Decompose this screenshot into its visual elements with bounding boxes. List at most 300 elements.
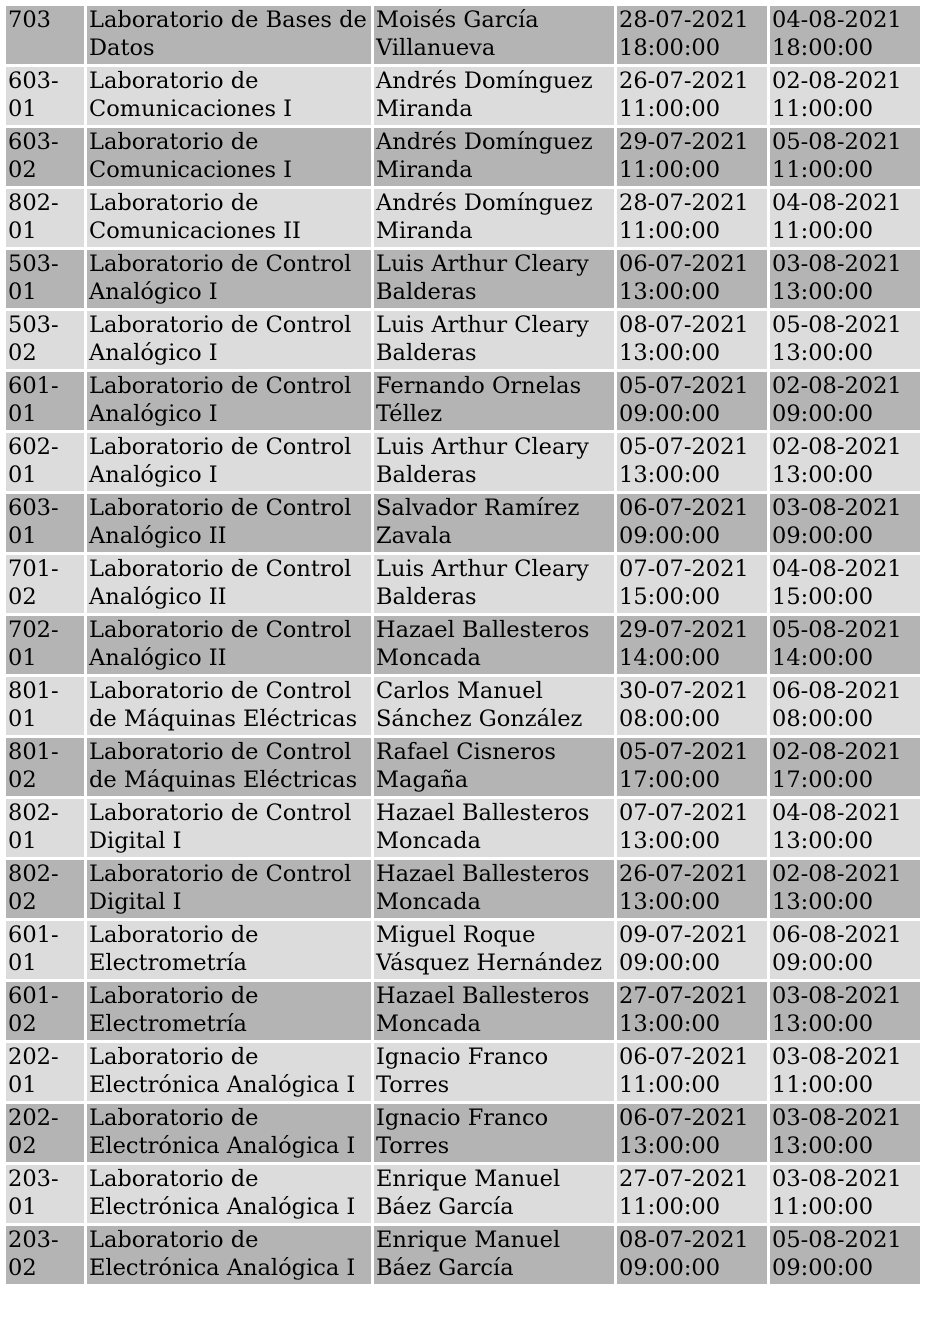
- group-cell-line: 01: [8, 96, 37, 122]
- start-date-cell-line: 26-07-2021: [619, 68, 749, 94]
- end-date-cell-line: 06-08-2021: [772, 678, 902, 704]
- course-cell-line: Analógico II: [89, 523, 227, 549]
- end-date-cell-line: 11:00:00: [772, 218, 874, 244]
- teacher-cell-line: Luis Arthur Cleary: [376, 434, 589, 460]
- end-date-cell-line: 13:00:00: [772, 1133, 874, 1159]
- teacher-cell: [374, 189, 614, 247]
- start-date-cell-line: 07-07-2021: [619, 556, 749, 582]
- teacher-cell-line: Vásquez Hernández: [376, 950, 603, 976]
- start-date-cell-line: 13:00:00: [619, 1011, 721, 1037]
- end-date-cell: [770, 1043, 920, 1101]
- end-date-cell-line: 05-08-2021: [772, 312, 902, 338]
- start-date-cell-line: 07-07-2021: [619, 800, 749, 826]
- group-cell-line: 02: [8, 340, 37, 366]
- end-date-cell: [770, 128, 920, 186]
- table-row: [6, 921, 920, 979]
- group-cell-line: 01: [8, 828, 37, 854]
- course-cell-line: Comunicaciones I: [89, 96, 293, 122]
- teacher-cell-line: Balderas: [376, 584, 477, 610]
- group-cell: [6, 433, 84, 491]
- group-cell-line: 601-: [8, 373, 59, 399]
- course-cell-line: Laboratorio de: [89, 1044, 259, 1070]
- teacher-cell-line: Moncada: [376, 645, 481, 671]
- course-cell-line: Analógico I: [89, 401, 218, 427]
- end-date-cell-line: 14:00:00: [772, 645, 874, 671]
- end-date-cell: [770, 1165, 920, 1223]
- table-row: [6, 1043, 920, 1101]
- teacher-cell-line: Magaña: [376, 767, 469, 793]
- start-date-cell-line: 13:00:00: [619, 340, 721, 366]
- teacher-cell-line: Torres: [376, 1072, 450, 1098]
- group-cell-line: 602-: [8, 434, 59, 460]
- course-cell-line: Analógico I: [89, 462, 218, 488]
- teacher-cell-line: Zavala: [376, 523, 452, 549]
- group-cell: [6, 921, 84, 979]
- teacher-cell-line: Báez García: [376, 1194, 514, 1220]
- end-date-cell-line: 13:00:00: [772, 462, 874, 488]
- start-date-cell-line: 11:00:00: [619, 96, 721, 122]
- group-cell: [6, 1043, 84, 1101]
- teacher-cell-line: Luis Arthur Cleary: [376, 312, 589, 338]
- group-cell-line: 01: [8, 1072, 37, 1098]
- table-row: [6, 311, 920, 369]
- group-cell-line: 01: [8, 706, 37, 732]
- start-date-cell-line: 27-07-2021: [619, 1166, 749, 1192]
- teacher-cell: [374, 921, 614, 979]
- course-cell-line: Laboratorio de: [89, 1166, 259, 1192]
- start-date-cell-line: 13:00:00: [619, 279, 721, 305]
- group-cell-line: 801-: [8, 739, 59, 765]
- teacher-cell-line: Andrés Domínguez: [376, 129, 593, 155]
- start-date-cell-line: 11:00:00: [619, 1072, 721, 1098]
- group-cell-line: 02: [8, 1255, 37, 1281]
- course-cell-line: Analógico I: [89, 279, 218, 305]
- teacher-cell-line: Enrique Manuel: [376, 1166, 561, 1192]
- end-date-cell: [770, 372, 920, 430]
- course-cell: [87, 921, 371, 979]
- group-cell-line: 802-: [8, 190, 59, 216]
- end-date-cell: [770, 982, 920, 1040]
- start-date-cell-line: 11:00:00: [619, 218, 721, 244]
- start-date-cell: [617, 1165, 767, 1223]
- teacher-cell-line: Moncada: [376, 828, 481, 854]
- start-date-cell-line: 11:00:00: [619, 157, 721, 183]
- end-date-cell-line: 02-08-2021: [772, 434, 902, 460]
- teacher-cell-line: Miranda: [376, 157, 473, 183]
- teacher-cell: [374, 311, 614, 369]
- end-date-cell: [770, 311, 920, 369]
- schedule-table: [3, 3, 923, 1287]
- table-row: [6, 677, 920, 735]
- group-cell-line: 01: [8, 401, 37, 427]
- start-date-cell: [617, 799, 767, 857]
- group-cell-line: 503-: [8, 312, 59, 338]
- course-cell-line: Electrónica Analógica I: [89, 1255, 356, 1281]
- start-date-cell-line: 13:00:00: [619, 1133, 721, 1159]
- course-cell: [87, 67, 371, 125]
- group-cell: [6, 555, 84, 613]
- teacher-cell-line: Hazael Ballesteros: [376, 617, 590, 643]
- course-cell-line: Electrometría: [89, 1011, 247, 1037]
- start-date-cell: [617, 860, 767, 918]
- group-cell-line: 01: [8, 279, 37, 305]
- end-date-cell: [770, 555, 920, 613]
- teacher-cell-line: Balderas: [376, 279, 477, 305]
- teacher-cell-line: Andrés Domínguez: [376, 190, 593, 216]
- table-row: [6, 982, 920, 1040]
- course-cell-line: Analógico II: [89, 584, 227, 610]
- start-date-cell-line: 26-07-2021: [619, 861, 749, 887]
- start-date-cell-line: 06-07-2021: [619, 1105, 749, 1131]
- table-row: [6, 1104, 920, 1162]
- end-date-cell-line: 03-08-2021: [772, 983, 902, 1009]
- end-date-cell-line: 05-08-2021: [772, 617, 902, 643]
- teacher-cell: [374, 738, 614, 796]
- course-cell-line: Comunicaciones I: [89, 157, 293, 183]
- teacher-cell: [374, 1226, 614, 1284]
- table-row: [6, 433, 920, 491]
- end-date-cell-line: 04-08-2021: [772, 556, 902, 582]
- teacher-cell-line: Téllez: [376, 401, 443, 427]
- course-cell: [87, 738, 371, 796]
- end-date-cell: [770, 250, 920, 308]
- group-cell: [6, 982, 84, 1040]
- course-cell: [87, 616, 371, 674]
- start-date-cell-line: 13:00:00: [619, 462, 721, 488]
- course-cell: [87, 128, 371, 186]
- group-cell-line: 01: [8, 218, 37, 244]
- teacher-cell-line: Enrique Manuel: [376, 1227, 561, 1253]
- start-date-cell-line: 05-07-2021: [619, 373, 749, 399]
- group-cell: [6, 860, 84, 918]
- course-cell-line: de Máquinas Eléctricas: [89, 767, 358, 793]
- table-row: [6, 67, 920, 125]
- teacher-cell: [374, 799, 614, 857]
- group-cell-line: 801-: [8, 678, 59, 704]
- start-date-cell: [617, 616, 767, 674]
- start-date-cell-line: 09:00:00: [619, 1255, 721, 1281]
- start-date-cell: [617, 494, 767, 552]
- course-cell: [87, 677, 371, 735]
- start-date-cell-line: 28-07-2021: [619, 190, 749, 216]
- course-cell: [87, 1104, 371, 1162]
- course-cell-line: Analógico II: [89, 645, 227, 671]
- end-date-cell-line: 11:00:00: [772, 96, 874, 122]
- group-cell-line: 01: [8, 645, 37, 671]
- course-cell: [87, 1165, 371, 1223]
- teacher-cell: [374, 1104, 614, 1162]
- course-cell-line: Electrónica Analógica I: [89, 1072, 356, 1098]
- teacher-cell: [374, 433, 614, 491]
- start-date-cell: [617, 1104, 767, 1162]
- start-date-cell: [617, 921, 767, 979]
- start-date-cell-line: 05-07-2021: [619, 434, 749, 460]
- course-cell: [87, 433, 371, 491]
- course-cell-line: Laboratorio de Control: [89, 739, 352, 765]
- end-date-cell-line: 03-08-2021: [772, 1166, 902, 1192]
- group-cell-line: 02: [8, 889, 37, 915]
- course-cell-line: Laboratorio de: [89, 1227, 259, 1253]
- teacher-cell: [374, 982, 614, 1040]
- end-date-cell-line: 13:00:00: [772, 828, 874, 854]
- teacher-cell-line: Hazael Ballesteros: [376, 983, 590, 1009]
- teacher-cell-line: Rafael Cisneros: [376, 739, 556, 765]
- group-cell-line: 802-: [8, 800, 59, 826]
- end-date-cell-line: 09:00:00: [772, 1255, 874, 1281]
- course-cell-line: Electrónica Analógica I: [89, 1133, 356, 1159]
- teacher-cell-line: Salvador Ramírez: [376, 495, 580, 521]
- course-cell: [87, 1226, 371, 1284]
- group-cell-line: 601-: [8, 922, 59, 948]
- course-cell-line: Electrónica Analógica I: [89, 1194, 356, 1220]
- start-date-cell-line: 06-07-2021: [619, 251, 749, 277]
- teacher-cell-line: Carlos Manuel: [376, 678, 543, 704]
- start-date-cell-line: 05-07-2021: [619, 739, 749, 765]
- course-cell-line: Laboratorio de Control: [89, 495, 352, 521]
- table-row: [6, 250, 920, 308]
- teacher-cell: [374, 494, 614, 552]
- teacher-cell-line: Báez García: [376, 1255, 514, 1281]
- end-date-cell-line: 15:00:00: [772, 584, 874, 610]
- start-date-cell: [617, 433, 767, 491]
- start-date-cell: [617, 555, 767, 613]
- end-date-cell-line: 02-08-2021: [772, 68, 902, 94]
- course-cell-line: Laboratorio de Control: [89, 861, 352, 887]
- start-date-cell-line: 09:00:00: [619, 401, 721, 427]
- end-date-cell: [770, 494, 920, 552]
- group-cell-line: 603-: [8, 495, 59, 521]
- end-date-cell-line: 11:00:00: [772, 157, 874, 183]
- teacher-cell-line: Moisés García: [376, 7, 539, 33]
- table-row: [6, 494, 920, 552]
- table-row: [6, 1226, 920, 1284]
- group-cell-line: 603-: [8, 68, 59, 94]
- end-date-cell-line: 03-08-2021: [772, 495, 902, 521]
- course-cell-line: Laboratorio de Control: [89, 800, 352, 826]
- group-cell-line: 203-: [8, 1166, 59, 1192]
- group-cell-line: 601-: [8, 983, 59, 1009]
- table-row: [6, 372, 920, 430]
- start-date-cell: [617, 1043, 767, 1101]
- group-cell-line: 02: [8, 1133, 37, 1159]
- teacher-cell: [374, 1043, 614, 1101]
- group-cell-line: 01: [8, 1194, 37, 1220]
- group-cell-line: 802-: [8, 861, 59, 887]
- start-date-cell: [617, 677, 767, 735]
- teacher-cell-line: Miranda: [376, 96, 473, 122]
- table-row: [6, 738, 920, 796]
- start-date-cell-line: 29-07-2021: [619, 129, 749, 155]
- teacher-cell-line: Villanueva: [376, 35, 496, 61]
- course-cell: [87, 1043, 371, 1101]
- start-date-cell-line: 06-07-2021: [619, 495, 749, 521]
- end-date-cell-line: 11:00:00: [772, 1072, 874, 1098]
- teacher-cell-line: Luis Arthur Cleary: [376, 251, 589, 277]
- course-cell: [87, 860, 371, 918]
- course-cell-line: Analógico I: [89, 340, 218, 366]
- teacher-cell-line: Hazael Ballesteros: [376, 800, 590, 826]
- table-row: [6, 555, 920, 613]
- group-cell: [6, 372, 84, 430]
- start-date-cell-line: 29-07-2021: [619, 617, 749, 643]
- course-cell-line: Laboratorio de Control: [89, 678, 352, 704]
- teacher-cell-line: Fernando Ornelas: [376, 373, 582, 399]
- start-date-cell-line: 09-07-2021: [619, 922, 749, 948]
- start-date-cell: [617, 982, 767, 1040]
- teacher-cell-line: Moncada: [376, 889, 481, 915]
- start-date-cell: [617, 189, 767, 247]
- teacher-cell-line: Torres: [376, 1133, 450, 1159]
- end-date-cell: [770, 189, 920, 247]
- start-date-cell-line: 30-07-2021: [619, 678, 749, 704]
- end-date-cell-line: 11:00:00: [772, 1194, 874, 1220]
- teacher-cell-line: Balderas: [376, 340, 477, 366]
- group-cell-line: 703: [8, 7, 51, 33]
- end-date-cell-line: 18:00:00: [772, 35, 874, 61]
- start-date-cell-line: 15:00:00: [619, 584, 721, 610]
- end-date-cell: [770, 433, 920, 491]
- teacher-cell: [374, 372, 614, 430]
- end-date-cell-line: 08:00:00: [772, 706, 874, 732]
- group-cell-line: 202-: [8, 1044, 59, 1070]
- end-date-cell-line: 02-08-2021: [772, 739, 902, 765]
- end-date-cell-line: 04-08-2021: [772, 190, 902, 216]
- course-cell: [87, 6, 371, 64]
- start-date-cell-line: 13:00:00: [619, 828, 721, 854]
- group-cell: [6, 128, 84, 186]
- group-cell-line: 02: [8, 767, 37, 793]
- end-date-cell: [770, 67, 920, 125]
- group-cell-line: 01: [8, 523, 37, 549]
- start-date-cell-line: 06-07-2021: [619, 1044, 749, 1070]
- table-row: [6, 128, 920, 186]
- teacher-cell: [374, 555, 614, 613]
- group-cell: [6, 189, 84, 247]
- course-cell: [87, 189, 371, 247]
- group-cell: [6, 6, 84, 64]
- teacher-cell: [374, 6, 614, 64]
- teacher-cell-line: Balderas: [376, 462, 477, 488]
- start-date-cell-line: 27-07-2021: [619, 983, 749, 1009]
- end-date-cell: [770, 6, 920, 64]
- start-date-cell-line: 17:00:00: [619, 767, 721, 793]
- end-date-cell-line: 09:00:00: [772, 523, 874, 549]
- teacher-cell-line: Sánchez González: [376, 706, 583, 732]
- table-row: [6, 616, 920, 674]
- table-row: [6, 860, 920, 918]
- start-date-cell-line: 14:00:00: [619, 645, 721, 671]
- group-cell-line: 203-: [8, 1227, 59, 1253]
- group-cell-line: 702-: [8, 617, 59, 643]
- teacher-cell-line: Luis Arthur Cleary: [376, 556, 589, 582]
- course-cell-line: Laboratorio de: [89, 983, 259, 1009]
- group-cell-line: 603-: [8, 129, 59, 155]
- teacher-cell-line: Hazael Ballesteros: [376, 861, 590, 887]
- group-cell-line: 701-: [8, 556, 59, 582]
- group-cell-line: 503-: [8, 251, 59, 277]
- teacher-cell-line: Miranda: [376, 218, 473, 244]
- group-cell: [6, 799, 84, 857]
- end-date-cell: [770, 1226, 920, 1284]
- teacher-cell-line: Ignacio Franco: [376, 1044, 549, 1070]
- table-row: [6, 1165, 920, 1223]
- course-cell-line: Laboratorio de Control: [89, 312, 352, 338]
- teacher-cell: [374, 128, 614, 186]
- group-cell-line: 02: [8, 584, 37, 610]
- end-date-cell-line: 05-08-2021: [772, 1227, 902, 1253]
- end-date-cell-line: 09:00:00: [772, 950, 874, 976]
- course-cell-line: Laboratorio de Bases de: [89, 7, 367, 33]
- teacher-cell: [374, 616, 614, 674]
- teacher-cell: [374, 677, 614, 735]
- course-cell-line: Electrometría: [89, 950, 247, 976]
- end-date-cell-line: 13:00:00: [772, 279, 874, 305]
- group-cell: [6, 311, 84, 369]
- teacher-cell-line: Ignacio Franco: [376, 1105, 549, 1131]
- start-date-cell-line: 28-07-2021: [619, 7, 749, 33]
- course-cell: [87, 494, 371, 552]
- end-date-cell: [770, 738, 920, 796]
- course-cell-line: Laboratorio de Control: [89, 434, 352, 460]
- table-row: [6, 189, 920, 247]
- start-date-cell: [617, 67, 767, 125]
- group-cell: [6, 1165, 84, 1223]
- teacher-cell-line: Andrés Domínguez: [376, 68, 593, 94]
- course-cell-line: de Máquinas Eléctricas: [89, 706, 358, 732]
- start-date-cell-line: 09:00:00: [619, 523, 721, 549]
- start-date-cell: [617, 1226, 767, 1284]
- group-cell: [6, 250, 84, 308]
- course-cell-line: Laboratorio de: [89, 129, 259, 155]
- group-cell: [6, 1226, 84, 1284]
- course-cell-line: Laboratorio de: [89, 68, 259, 94]
- end-date-cell-line: 17:00:00: [772, 767, 874, 793]
- end-date-cell: [770, 677, 920, 735]
- end-date-cell-line: 09:00:00: [772, 401, 874, 427]
- course-cell-line: Laboratorio de: [89, 190, 259, 216]
- end-date-cell: [770, 616, 920, 674]
- group-cell-line: 01: [8, 462, 37, 488]
- group-cell-line: 02: [8, 1011, 37, 1037]
- end-date-cell-line: 13:00:00: [772, 889, 874, 915]
- course-cell: [87, 311, 371, 369]
- course-cell-line: Datos: [89, 35, 155, 61]
- end-date-cell-line: 13:00:00: [772, 1011, 874, 1037]
- course-cell-line: Digital I: [89, 889, 182, 915]
- start-date-cell: [617, 372, 767, 430]
- course-cell-line: Laboratorio de Control: [89, 251, 352, 277]
- group-cell-line: 01: [8, 950, 37, 976]
- course-cell: [87, 555, 371, 613]
- end-date-cell-line: 02-08-2021: [772, 373, 902, 399]
- start-date-cell: [617, 6, 767, 64]
- teacher-cell: [374, 860, 614, 918]
- teacher-cell-line: Miguel Roque: [376, 922, 536, 948]
- end-date-cell: [770, 921, 920, 979]
- end-date-cell: [770, 1104, 920, 1162]
- end-date-cell-line: 04-08-2021: [772, 800, 902, 826]
- table-row: [6, 799, 920, 857]
- end-date-cell-line: 03-08-2021: [772, 251, 902, 277]
- end-date-cell-line: 04-08-2021: [772, 7, 902, 33]
- course-cell: [87, 250, 371, 308]
- teacher-cell: [374, 1165, 614, 1223]
- start-date-cell-line: 08:00:00: [619, 706, 721, 732]
- course-cell-line: Laboratorio de Control: [89, 373, 352, 399]
- start-date-cell: [617, 128, 767, 186]
- teacher-cell: [374, 250, 614, 308]
- group-cell: [6, 616, 84, 674]
